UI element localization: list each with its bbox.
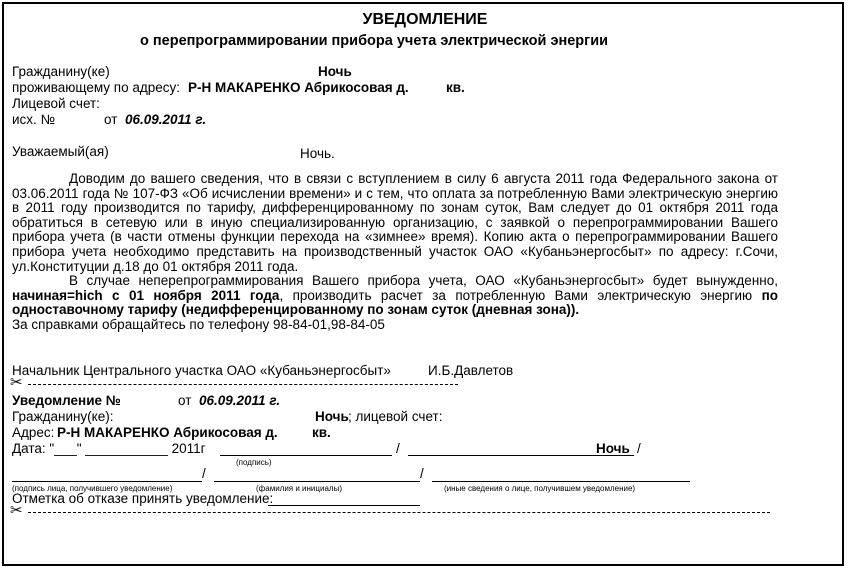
body-paragraph-2 xyxy=(12,274,778,318)
stub-address-value: Р-Н МАКАРЕНКО Абрикосовая д. xyxy=(57,425,278,440)
recipient-name: Ночь xyxy=(318,64,352,79)
date-prefix: от xyxy=(104,112,118,127)
refusal-line xyxy=(268,505,420,506)
stub-title: Уведомление № xyxy=(12,393,121,408)
stub-recipient-name: Ночь xyxy=(315,409,349,424)
signature-position: Начальник Центрального участка ОАО «Кубаньэнергосбыт» xyxy=(12,363,391,378)
body-text xyxy=(12,172,778,333)
recipient-label: Гражданину(ке) xyxy=(12,64,110,79)
stub-date-line: Дата: "___" ___________ 2011г xyxy=(12,441,206,456)
body-p2-middle: , производить расчет за потребленную Вами электрическую энергию xyxy=(279,287,762,303)
recipient-sign-line xyxy=(12,481,202,482)
body-p2-start: В случае неперепрограммирования Вашего прибора учета, ОАО «Кубаньэнергосбыт» будет вынужденно, xyxy=(69,273,778,289)
stub-address-label: Адрес: xyxy=(12,425,55,440)
refusal-label: Отметка об отказе принять уведомление: xyxy=(12,491,274,506)
caption-recipient-signature: (подпись лица, получившего уведомление) xyxy=(12,484,173,493)
account-label: Лицевой счет: xyxy=(12,96,100,111)
outgoing-number-label: исх. № xyxy=(12,112,56,127)
fio-line xyxy=(214,481,420,482)
scissors-icon: ✂ xyxy=(10,374,23,391)
stub-date: 06.09.2011 г. xyxy=(199,393,281,408)
caption-fio: (фамилия и инициалы) xyxy=(256,484,342,493)
slash-4: / xyxy=(420,466,424,481)
stub-name-right: Ночь xyxy=(596,441,630,456)
caption-other-info: (иные сведения о лице, получившем уведомление) xyxy=(444,484,636,493)
slash-1: / xyxy=(396,441,400,456)
stub-account-label: ; лицевой счет: xyxy=(348,409,443,424)
document-title: УВЕДОМЛЕНИЕ xyxy=(362,11,488,28)
document-subtitle: о перепрограммировании прибора учета электрической энергии xyxy=(140,33,609,49)
other-info-line xyxy=(432,481,690,482)
body-paragraph-1: Доводим до вашего сведения, что в связи с вступлением в силу 6 августа 2011 года Федерального закона от 03.06.2011 года № 107-ФЗ «Об исчислении времени» и с тем, что оплата за потребленную Вами электрическую энергию в 2011 году производится по тарифу, дифференцированному по зонам суток, Вам следует до 01 октября 2011 года обратиться в сетевую или в иную специализированную организацию, с заявкой о перепрограммировании Вашего прибора учета (в части отмены функции перехода на «зимнее» время). Копию акта о перепрограммировании Вашего прибора учета необходимо представить на производственный участок ОАО «Кубаньэнергосбыт» по адресу: г.Сочи, ул.Конституции д.18 до 01 октября 2011 года. xyxy=(12,171,778,274)
stub-recipient-label: Гражданину(ке): xyxy=(12,409,114,424)
body-p2-bold-date: начиная=hich с 01 ноября 2011 года xyxy=(12,287,280,303)
scissors-icon: ✂ xyxy=(10,502,23,519)
notice-date: 06.09.2011 г. xyxy=(125,112,207,127)
slash-2: / xyxy=(637,441,641,456)
cut-line-top xyxy=(28,384,458,385)
stub-apartment-label: кв. xyxy=(312,425,331,440)
signature-name: И.Б.Давлетов xyxy=(428,363,514,378)
cut-line-bottom xyxy=(28,512,770,513)
body-paragraph-3: За справками обращайтесь по телефону 98-84-01,98-84-05 xyxy=(12,316,385,332)
address-value: Р-Н МАКАРЕНКО Абрикосовая д. xyxy=(188,80,409,95)
greeting-name: Ночь. xyxy=(300,146,335,161)
stub-date-prefix: от xyxy=(178,393,192,408)
address-label: проживающему по адресу: xyxy=(12,80,181,95)
apartment-label: кв. xyxy=(446,80,465,95)
caption-signature: (подпись) xyxy=(236,458,272,467)
body-p2-bold-tariff: по одноставочному тарифу (недифференцированному по зонам суток (дневная зона)). xyxy=(12,287,778,318)
greeting-label: Уважаемый(ая) xyxy=(12,144,109,159)
slash-3: / xyxy=(202,466,206,481)
signature-line xyxy=(220,455,392,456)
